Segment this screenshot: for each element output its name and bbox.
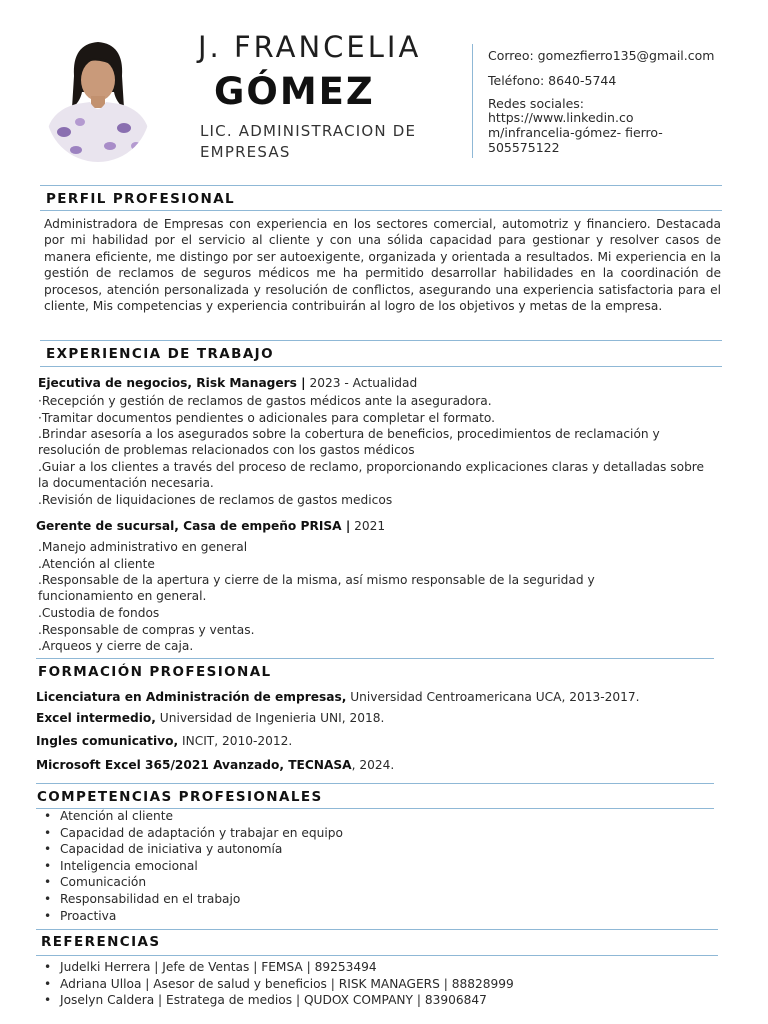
rule	[40, 210, 722, 211]
skill-item: • Capacidad de iniciativa y autonomía	[38, 841, 343, 858]
social-link-1: https://www.linkedin.co	[488, 110, 634, 125]
rule	[40, 185, 722, 186]
rule	[36, 783, 714, 784]
profile-photo	[46, 36, 150, 162]
education-item: Microsoft Excel 365/2021 Avanzado, TECNASA, 2024.	[36, 758, 395, 772]
header-divider	[472, 44, 473, 158]
job-duty: .Manejo administrativo en general	[38, 540, 248, 554]
skill-item: • Atención al cliente	[38, 808, 343, 825]
section-title-perfil: PERFIL PROFESIONAL	[46, 191, 236, 207]
skill-item: • Responsabilidad en el trabajo	[38, 891, 343, 908]
education-item: Ingles comunicativo, INCIT, 2010-2012.	[36, 734, 293, 748]
skill-item: • Inteligencia emocional	[38, 858, 343, 875]
profile-summary: Administradora de Empresas con experiencia en los sectores comercial, automotriz y financiero. Destacada por mi habilidad por el servicio al cliente y con una sólida capacidad para gestionar y resolver casos de manera eficiente, me distingo por ser autoexigente, organizada y orientada a resultados. Mi experiencia en la gestión de reclamos de seguros médicos me ha permitido desarrollar habilidades en la coordinación de procesos, atención personalizada y resolución de conflictos, asegurando una experiencia satisfactoria para el cliente, Mis competencias y experiencia contribuirán al logro de los objetivos y metas de la empresa.	[44, 217, 721, 314]
social-label: Redes sociales:	[488, 96, 584, 111]
job-title	[36, 518, 385, 534]
social-link-2: m/infrancelia-gómez- fierro-	[488, 125, 663, 140]
reference-item: • Judelki Herrera | Jefe de Ventas | FEMSA | 89253494	[38, 959, 514, 976]
rule	[36, 929, 718, 930]
job-duty: .Guiar a los clientes a través del proceso de reclamo, proporcionando explicaciones claras y detalladas sobre la documentación necesaria.	[38, 460, 705, 491]
section-title-formacion: FORMACIÓN PROFESIONAL	[38, 664, 272, 680]
job-duty: .Custodia de fondos	[38, 606, 160, 620]
references-list	[38, 959, 514, 1009]
section-title-competencias: COMPETENCIAS PROFESIONALES	[37, 789, 323, 805]
phone: Teléfono: 8640-5744	[488, 73, 617, 88]
job-role: Ejecutiva de negocios, Risk Managers |	[38, 376, 306, 390]
email: Correo: gomezfierro135@gmail.com	[488, 48, 715, 63]
job-period: 2021	[350, 519, 386, 533]
last-name: GÓMEZ	[214, 70, 375, 113]
job-duty: ·Recepción y gestión de reclamos de gastos médicos ante la aseguradora.	[38, 394, 492, 408]
job-role: Gerente de sucursal, Casa de empeño PRISA |	[36, 519, 351, 533]
job-duty: .Revisión de liquidaciones de reclamos de gastos medicos	[38, 493, 393, 507]
job-duty: .Responsable de la apertura y cierre de la misma, así mismo responsable de la seguridad y funcionamiento en general.	[38, 573, 595, 604]
rule	[36, 955, 718, 956]
education-item: Excel intermedio, Universidad de Ingenieria UNI, 2018.	[36, 711, 385, 725]
skills-list	[38, 808, 343, 924]
job-duty: .Brindar asesoría a los asegurados sobre la cobertura de beneficios, procedimientos de reclamación y resolución de problemas relacionados con los gastos médicos	[38, 427, 660, 458]
first-name: J. FRANCELIA	[198, 30, 422, 64]
skill-item: • Comunicación	[38, 874, 343, 891]
education-item: Licenciatura en Administración de empresas, Universidad Centroamericana UCA, 2013-2017.	[36, 690, 640, 704]
section-title-referencias: REFERENCIAS	[41, 934, 161, 950]
social-link-3: 505575122	[488, 140, 560, 155]
rule	[40, 340, 722, 341]
job-duty: .Arqueos y cierre de caja.	[38, 639, 194, 653]
section-title-experiencia: EXPERIENCIA DE TRABAJO	[46, 346, 274, 362]
skill-item: • Proactiva	[38, 908, 343, 925]
job-duty: ·Tramitar documentos pendientes o adicionales para completar el formato.	[38, 411, 496, 425]
skill-item: • Capacidad de adaptación y trabajar en equipo	[38, 825, 343, 842]
job-duty: .Responsable de compras y ventas.	[38, 623, 255, 637]
professional-title: LIC. ADMINISTRACION DE EMPRESAS	[200, 122, 417, 161]
job-duty: .Atención al cliente	[38, 557, 155, 571]
job-period: 2023 - Actualidad	[305, 376, 418, 390]
rule	[40, 366, 722, 367]
job-title	[38, 375, 417, 391]
reference-item: • Joselyn Caldera | Estratega de medios | QUDOX COMPANY | 83906847	[38, 992, 514, 1009]
rule	[36, 658, 714, 659]
reference-item: • Adriana Ulloa | Asesor de salud y beneficios | RISK MANAGERS | 88828999	[38, 976, 514, 993]
